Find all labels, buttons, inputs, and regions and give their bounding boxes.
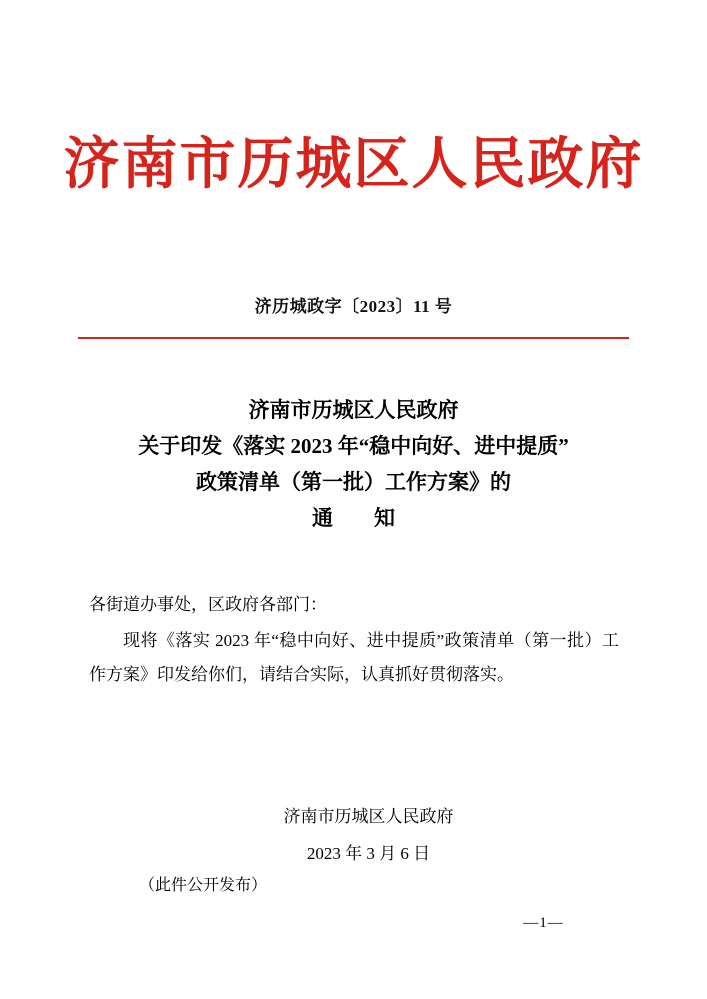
document-title	[0, 392, 707, 536]
title-line-3: 政策清单（第一批）工作方案》的	[196, 470, 511, 494]
title-line-2: 关于印发《落实 2023 年“稳中向好、进中提质”	[138, 434, 569, 458]
masthead-title: 济南市历城区人民政府	[63, 131, 644, 197]
signature-date: 2023 年 3 月 6 日	[306, 844, 431, 863]
title-line-4: 通 知	[312, 506, 405, 530]
document-body	[89, 588, 619, 692]
salutation: 各街道办事处，区政府各部门：	[89, 595, 327, 614]
page-number: —1—	[523, 915, 564, 931]
red-separator-rule	[78, 337, 629, 339]
document-number: 济历城政字〔2023〕11 号	[254, 297, 453, 316]
masthead	[0, 132, 707, 196]
signature-organization: 济南市历城区人民政府	[283, 807, 454, 826]
publish-note: （此件公开发布）	[139, 877, 268, 894]
title-line-1: 济南市历城区人民政府	[248, 398, 459, 422]
body-paragraph: 现将《落实 2023 年“稳中向好、进中提质”政策清单（第一批）工作方案》印发给你们，请结合实际，认真抓好贯彻落实。	[89, 631, 619, 684]
signature-block	[0, 798, 707, 872]
